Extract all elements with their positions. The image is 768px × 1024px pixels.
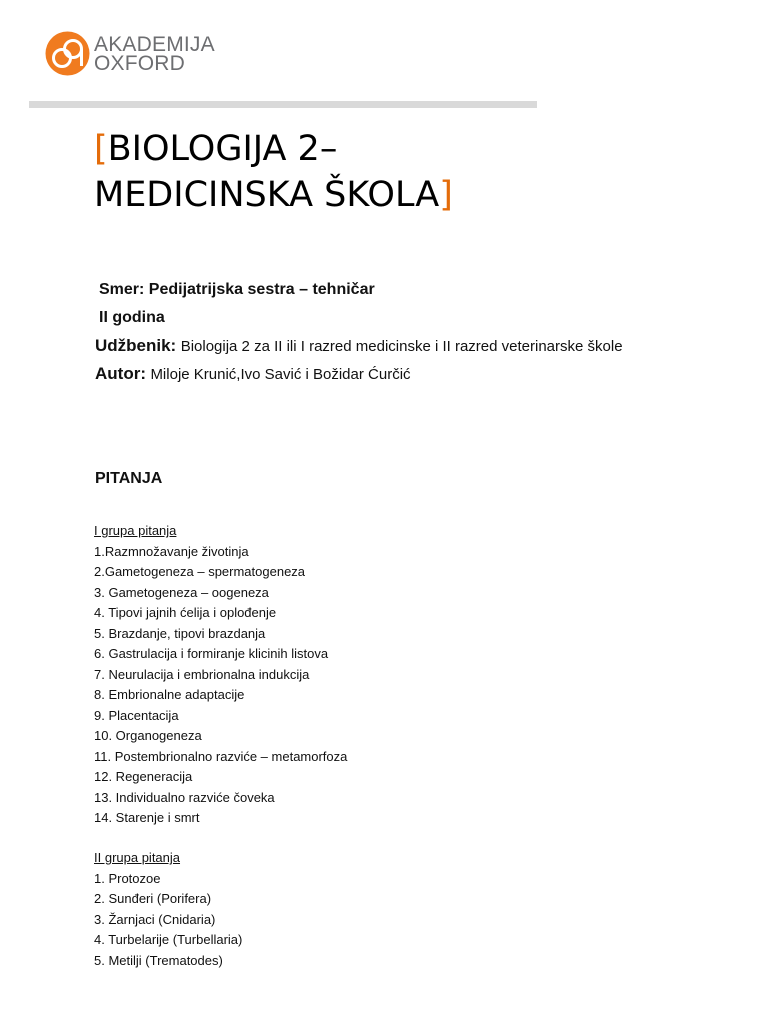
list-item: 1.Razmnožavanje životinja	[94, 543, 249, 559]
list-item: 13. Individualno razviće čoveka	[94, 789, 275, 805]
list-item: 7. Neurulacija i embrionalna indukcija	[94, 666, 310, 682]
logo-wordmark	[94, 32, 215, 75]
header-divider	[29, 101, 537, 108]
course-info	[95, 276, 623, 388]
logo-line-2: OXFORD	[94, 51, 186, 75]
list-item: 4. Tipovi jajnih ćelija i oplođenje	[94, 605, 277, 620]
list-item: 14. Starenje i smrt	[94, 810, 200, 825]
title-line-2: MEDICINSKA ŠKOLA	[94, 175, 440, 215]
list-item: 6. Gastrulacija i formiranje klicinih listova	[94, 646, 329, 661]
list-item: 10. Organogeneza	[94, 728, 202, 743]
list-item: 8. Embrionalne adaptacije	[94, 687, 245, 702]
udzbenik-value: Biologija 2 za II ili I razred medicinske i II razred veterinarske škole	[180, 338, 623, 355]
list-item: 2.Gametogeneza – spermatogeneza	[94, 564, 306, 579]
title-line-1: BIOLOGIJA 2–	[107, 129, 338, 169]
question-group-2	[94, 848, 242, 971]
list-item: 3. Gametogeneza – oogeneza	[94, 584, 269, 600]
autor-value: Miloje Krunić,Ivo Savić i Božidar Ćurčić	[150, 366, 411, 383]
list-item: 12. Regeneracija	[94, 769, 193, 784]
list-item: 11. Postembrionalno razviće – metamorfoza	[94, 748, 348, 764]
udzbenik-label: Udžbenik:	[95, 336, 177, 355]
list-item: 1. Protozoe	[94, 870, 161, 886]
list-item: 4. Turbelarije (Turbellaria)	[94, 932, 243, 947]
title-open-bracket: [	[94, 129, 108, 169]
list-item: 2. Sunđeri (Porifera)	[94, 891, 212, 906]
akademija-oxford-logo	[45, 31, 215, 76]
section-title: PITANJA	[95, 470, 163, 487]
logo-line-1: AKADEMIJA	[94, 32, 215, 56]
list-item: 3. Žarnjaci (Cnidaria)	[94, 911, 216, 927]
logo-mark-icon	[45, 31, 90, 76]
list-item: 5. Brazdanje, tipovi brazdanja	[94, 625, 266, 641]
document-title	[94, 126, 453, 218]
list-item: 9. Placentacija	[94, 707, 179, 723]
udzbenik-line	[95, 332, 623, 360]
group-heading: II grupa pitanja	[94, 850, 181, 865]
group-heading: I grupa pitanja	[94, 523, 177, 538]
godina-line: II godina	[99, 309, 165, 326]
smer-line: Smer: Pedijatrijska sestra – tehničar	[99, 281, 375, 298]
autor-line	[95, 360, 623, 388]
list-item: 5. Metilji (Trematodes)	[94, 952, 223, 968]
question-group-1	[94, 521, 347, 829]
title-close-bracket: ]	[439, 175, 453, 215]
autor-label: Autor:	[95, 364, 146, 383]
